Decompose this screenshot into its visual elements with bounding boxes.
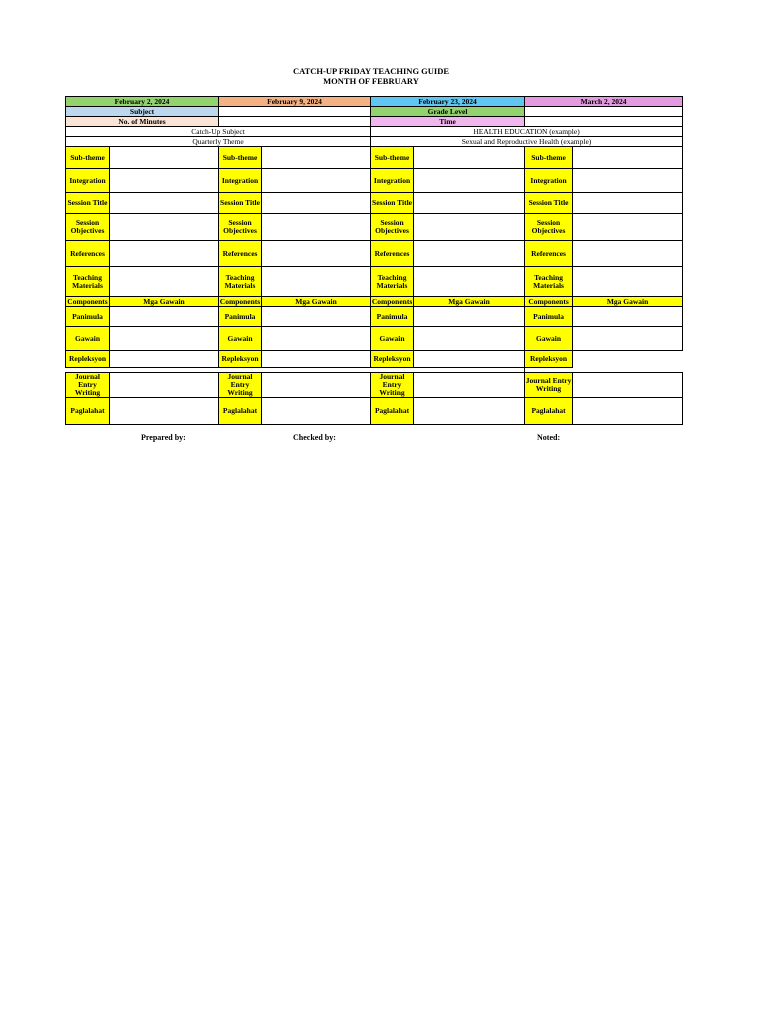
page-subtitle: MONTH OF FEBRUARY bbox=[323, 76, 419, 86]
sub-theme-label: Sub-theme bbox=[371, 147, 414, 169]
panimula-cell[interactable] bbox=[262, 307, 371, 327]
teaching-materials-cell[interactable] bbox=[414, 267, 525, 297]
gawain-cell[interactable] bbox=[414, 327, 525, 351]
panimula-label: Panimula bbox=[66, 307, 110, 327]
paglalahat-label: Paglalahat bbox=[371, 398, 414, 425]
teaching-materials-label: Teaching Materials bbox=[66, 267, 110, 297]
minutes-label: No. of Minutes bbox=[66, 117, 219, 127]
session-title-label: Session Title bbox=[219, 193, 262, 214]
subject-value-cell[interactable] bbox=[219, 107, 371, 117]
gawain-cell[interactable] bbox=[262, 327, 371, 351]
sub-theme-label: Sub-theme bbox=[219, 147, 262, 169]
grade-level-label: Grade Level bbox=[371, 107, 525, 117]
session-objectives-label: Session Objectives bbox=[371, 214, 414, 241]
teaching-guide-table bbox=[65, 96, 683, 425]
repleksyon-label: Repleksyon bbox=[525, 351, 573, 368]
time-label: Time bbox=[371, 117, 525, 127]
teaching-materials-cell[interactable] bbox=[573, 267, 683, 297]
panimula-label: Panimula bbox=[371, 307, 414, 327]
noted-label: Noted: bbox=[537, 433, 561, 442]
date-cell-3: February 23, 2024 bbox=[371, 97, 525, 107]
repleksyon-cell[interactable] bbox=[573, 351, 683, 368]
integration-label: Integration bbox=[371, 169, 414, 193]
repleksyon-cell[interactable] bbox=[110, 351, 219, 368]
date-cell-1: February 2, 2024 bbox=[66, 97, 219, 107]
journal-label: Journal Entry Writing bbox=[66, 373, 110, 398]
integration-cell[interactable] bbox=[573, 169, 683, 193]
subject-row bbox=[66, 107, 683, 117]
integration-cell[interactable] bbox=[414, 169, 525, 193]
sub-theme-cell[interactable] bbox=[262, 147, 371, 169]
time-value-cell[interactable] bbox=[525, 117, 683, 127]
catchup-subject-row bbox=[66, 127, 683, 137]
page-title: CATCH-UP FRIDAY TEACHING GUIDE bbox=[292, 66, 450, 76]
sub-theme-row bbox=[66, 147, 683, 169]
grade-level-value-cell[interactable] bbox=[525, 107, 683, 117]
session-title-cell[interactable] bbox=[414, 193, 525, 214]
repleksyon-label: Repleksyon bbox=[219, 351, 262, 368]
quarterly-theme-value: Sexual and Reproductive Health (example) bbox=[371, 137, 683, 147]
session-title-label: Session Title bbox=[66, 193, 110, 214]
date-cell-4: March 2, 2024 bbox=[525, 97, 683, 107]
repleksyon-cell[interactable] bbox=[414, 351, 525, 368]
gawain-cell[interactable] bbox=[110, 327, 219, 351]
integration-label: Integration bbox=[525, 169, 573, 193]
session-objectives-label: Session Objectives bbox=[525, 214, 573, 241]
journal-cell[interactable] bbox=[414, 373, 525, 398]
teaching-materials-label: Teaching Materials bbox=[371, 267, 414, 297]
references-label: References bbox=[66, 241, 110, 267]
teaching-materials-cell[interactable] bbox=[110, 267, 219, 297]
journal-label: Journal Entry Writing bbox=[525, 373, 573, 398]
catchup-subject-value: HEALTH EDUCATION (example) bbox=[371, 127, 683, 137]
components-header: Components bbox=[67, 296, 108, 306]
repleksyon-label: Repleksyon bbox=[66, 351, 110, 368]
session-objectives-cell[interactable] bbox=[110, 214, 219, 241]
paglalahat-label: Paglalahat bbox=[525, 398, 573, 425]
session-objectives-cell[interactable] bbox=[262, 214, 371, 241]
panimula-label: Panimula bbox=[525, 307, 573, 327]
integration-cell[interactable] bbox=[262, 169, 371, 193]
paglalahat-cell[interactable] bbox=[414, 398, 525, 425]
sub-theme-cell[interactable] bbox=[414, 147, 525, 169]
session-title-cell[interactable] bbox=[110, 193, 219, 214]
sub-theme-label: Sub-theme bbox=[66, 147, 110, 169]
session-objectives-label: Session Objectives bbox=[219, 214, 262, 241]
gawain-label: Gawain bbox=[525, 327, 573, 351]
quarterly-theme-row bbox=[66, 137, 683, 147]
gawain-label: Gawain bbox=[371, 327, 414, 351]
integration-label: Integration bbox=[66, 169, 110, 193]
components-header: Components bbox=[525, 297, 573, 307]
paglalahat-cell[interactable] bbox=[262, 398, 371, 425]
catchup-subject-label: Catch-Up Subject bbox=[66, 127, 371, 137]
session-title-label: Session Title bbox=[371, 193, 414, 214]
references-row bbox=[66, 241, 683, 267]
minutes-value-cell[interactable] bbox=[219, 117, 371, 127]
references-cell[interactable] bbox=[414, 241, 525, 267]
paglalahat-cell[interactable] bbox=[110, 398, 219, 425]
references-cell[interactable] bbox=[262, 241, 371, 267]
components-header: Components bbox=[371, 296, 413, 306]
checked-by-label: Checked by: bbox=[293, 433, 336, 442]
mga-gawain-header: Mga Gawain bbox=[573, 297, 683, 307]
session-objectives-row bbox=[66, 214, 683, 241]
mga-gawain-header: Mga Gawain bbox=[110, 297, 219, 307]
references-cell[interactable] bbox=[110, 241, 219, 267]
repleksyon-row bbox=[66, 351, 683, 368]
teaching-materials-row bbox=[66, 267, 683, 297]
date-cell-2: February 9, 2024 bbox=[219, 97, 371, 107]
teaching-materials-label: Teaching Materials bbox=[525, 267, 573, 297]
session-objectives-cell[interactable] bbox=[414, 214, 525, 241]
paglalahat-label: Paglalahat bbox=[219, 398, 262, 425]
journal-cell[interactable] bbox=[262, 373, 371, 398]
paglalahat-label: Paglalahat bbox=[66, 398, 110, 425]
mga-gawain-header: Mga Gawain bbox=[262, 297, 371, 307]
integration-row bbox=[66, 169, 683, 193]
journal-cell[interactable] bbox=[573, 373, 683, 398]
session-objectives-cell[interactable] bbox=[573, 214, 683, 241]
journal-row bbox=[66, 373, 683, 398]
panimula-cell[interactable] bbox=[573, 307, 683, 327]
sub-theme-label: Sub-theme bbox=[525, 147, 573, 169]
session-title-cell[interactable] bbox=[262, 193, 371, 214]
minutes-row bbox=[66, 117, 683, 127]
gawain-row bbox=[66, 327, 683, 351]
session-title-label: Session Title bbox=[525, 193, 573, 214]
repleksyon-cell[interactable] bbox=[262, 351, 371, 368]
session-title-row bbox=[66, 193, 683, 214]
references-label: References bbox=[219, 241, 262, 267]
references-cell[interactable] bbox=[573, 241, 683, 267]
journal-label: Journal Entry Writing bbox=[219, 373, 262, 398]
gawain-label: Gawain bbox=[66, 327, 110, 351]
prepared-by-label: Prepared by: bbox=[141, 433, 186, 442]
panimula-cell[interactable] bbox=[414, 307, 525, 327]
journal-cell[interactable] bbox=[110, 373, 219, 398]
paglalahat-row bbox=[66, 398, 683, 425]
mga-gawain-header: Mga Gawain bbox=[414, 297, 525, 307]
session-objectives-label: Session Objectives bbox=[66, 214, 110, 241]
sub-theme-cell[interactable] bbox=[573, 147, 683, 169]
subject-label: Subject bbox=[66, 107, 219, 117]
panimula-label: Panimula bbox=[219, 307, 262, 327]
session-title-cell[interactable] bbox=[573, 193, 683, 214]
gawain-cell[interactable] bbox=[573, 327, 683, 351]
integration-label: Integration bbox=[219, 169, 262, 193]
date-row bbox=[66, 97, 683, 107]
panimula-row bbox=[66, 307, 683, 327]
journal-label: Journal Entry Writing bbox=[371, 373, 414, 398]
integration-cell[interactable] bbox=[110, 169, 219, 193]
components-header-row bbox=[66, 297, 683, 307]
sub-theme-cell[interactable] bbox=[110, 147, 219, 169]
panimula-cell[interactable] bbox=[110, 307, 219, 327]
quarterly-theme-label: Quarterly Theme bbox=[66, 137, 371, 147]
gawain-label: Gawain bbox=[219, 327, 262, 351]
teaching-materials-cell[interactable] bbox=[262, 267, 371, 297]
repleksyon-label: Repleksyon bbox=[371, 351, 414, 368]
references-label: References bbox=[525, 241, 573, 267]
paglalahat-cell[interactable] bbox=[573, 398, 683, 425]
components-header: Components bbox=[219, 296, 261, 306]
references-label: References bbox=[371, 241, 414, 267]
teaching-materials-label: Teaching Materials bbox=[219, 267, 262, 297]
